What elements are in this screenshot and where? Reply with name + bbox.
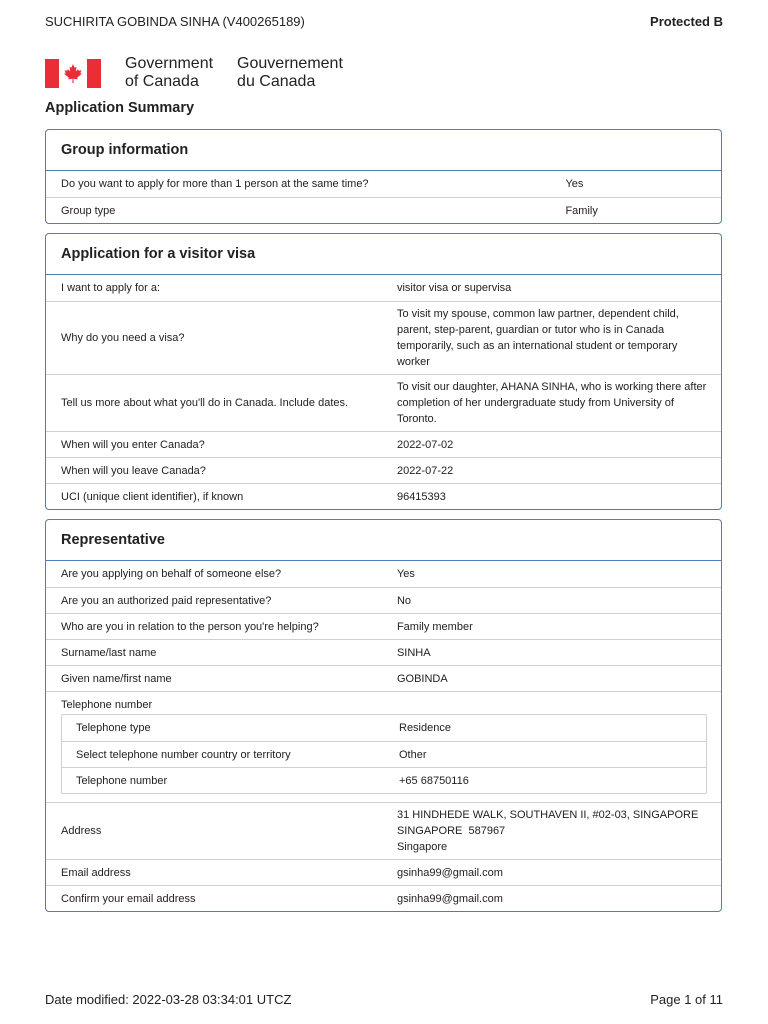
question: Who are you in relation to the person you're helping? xyxy=(61,620,319,633)
question: Address xyxy=(61,825,102,837)
answer: To visit our daughter, AHANA SINHA, who is working there after completion of her undergraduate study from University of Toronto. xyxy=(396,381,707,425)
answer: Residence xyxy=(399,722,451,734)
answer: GOBINDA xyxy=(396,672,448,685)
answer: 2022-07-02 xyxy=(396,438,454,451)
question: Telephone type xyxy=(76,722,151,734)
answer: 96415393 xyxy=(396,490,446,503)
canada-flag-icon xyxy=(45,59,101,88)
telephone-group-label: Telephone number xyxy=(61,699,153,711)
table-row xyxy=(46,301,721,374)
table-row xyxy=(62,715,706,741)
question: Confirm your email address xyxy=(61,892,196,905)
question: Group type xyxy=(61,204,116,217)
section-title: Application for a visitor visa xyxy=(46,234,721,275)
logo-en-line2: of Canada xyxy=(125,73,199,90)
protection-level: Protected B xyxy=(650,14,723,29)
page-number: Page 1 of 11 xyxy=(650,992,723,1007)
table-row xyxy=(46,483,721,509)
answer: SINHA xyxy=(396,646,431,659)
answer: Other xyxy=(399,748,427,761)
answer: gsinha99@gmail.com xyxy=(396,866,503,879)
answer: 2022-07-22 xyxy=(396,464,454,477)
table-row xyxy=(46,802,721,859)
table-row xyxy=(46,613,721,639)
page-title: Application Summary xyxy=(45,100,195,116)
table-row xyxy=(46,171,721,197)
table-row xyxy=(46,431,721,457)
question: When will you leave Canada? xyxy=(61,464,206,477)
answer: To visit my spouse, common law partner, dependent child, parent, step-parent, guardian or tutor who is in Canada temporarily, such as an international student or temporary worker xyxy=(396,308,679,368)
answer: Yes xyxy=(396,568,415,580)
table-row xyxy=(46,639,721,665)
representative-section xyxy=(45,519,722,912)
question: Do you want to apply for more than 1 person at the same time? xyxy=(61,178,369,190)
question: Email address xyxy=(61,866,131,879)
table-row xyxy=(46,197,721,223)
answer: gsinha99@gmail.com xyxy=(396,892,503,905)
answer: Yes xyxy=(565,178,584,190)
logo-en-line1: Government xyxy=(125,55,214,72)
question: Given name/first name xyxy=(61,672,172,685)
table-row xyxy=(46,885,721,911)
question: Are you applying on behalf of someone else? xyxy=(61,568,282,580)
visitor-visa-section xyxy=(45,233,722,510)
table-row xyxy=(46,587,721,613)
group-information-section xyxy=(45,129,722,224)
table-row xyxy=(46,275,721,301)
question: Telephone number xyxy=(76,774,168,787)
answer: +65 68750116 xyxy=(399,774,469,787)
address-line: SINGAPORE 587967 xyxy=(396,825,506,837)
question: Tell us more about what you'll do in Canada. Include dates. xyxy=(61,397,349,409)
table-row xyxy=(62,741,706,767)
table-row xyxy=(62,767,706,793)
address-line: Singapore xyxy=(396,841,448,853)
telephone-group xyxy=(46,691,721,802)
government-of-canada-logo xyxy=(45,55,343,91)
question: Are you an authorized paid representative? xyxy=(61,594,272,607)
question: UCI (unique client identifier), if known xyxy=(61,490,244,503)
page-header xyxy=(45,14,723,29)
answer: No xyxy=(396,594,412,607)
section-title: Representative xyxy=(46,520,721,561)
applicant-name: SUCHIRITA GOBINDA SINHA (V400265189) xyxy=(45,14,305,29)
date-modified: Date modified: 2022-03-28 03:34:01 UTCZ xyxy=(45,992,292,1007)
telephone-subtable xyxy=(61,714,707,794)
question: Select telephone number country or territory xyxy=(76,748,291,761)
answer: Family member xyxy=(396,620,473,633)
address-line: 31 HINDHEDE WALK, SOUTHAVEN II, #02-03, SINGAPORE xyxy=(396,809,699,821)
answer xyxy=(397,807,721,855)
table-row xyxy=(46,457,721,483)
question: Surname/last name xyxy=(61,646,157,659)
logo-fr-line2: du Canada xyxy=(237,73,316,90)
logo-fr-line1: Gouvernement xyxy=(237,55,343,72)
answer: Family xyxy=(565,204,598,217)
section-title: Group information xyxy=(46,130,721,171)
page-footer xyxy=(45,992,723,1007)
table-row xyxy=(46,859,721,885)
question: I want to apply for a: xyxy=(61,282,161,294)
table-row xyxy=(46,665,721,691)
answer: visitor visa or supervisa xyxy=(396,282,512,294)
question: Why do you need a visa? xyxy=(61,332,185,344)
question: When will you enter Canada? xyxy=(61,438,205,451)
table-row xyxy=(46,561,721,587)
table-row xyxy=(46,374,721,431)
